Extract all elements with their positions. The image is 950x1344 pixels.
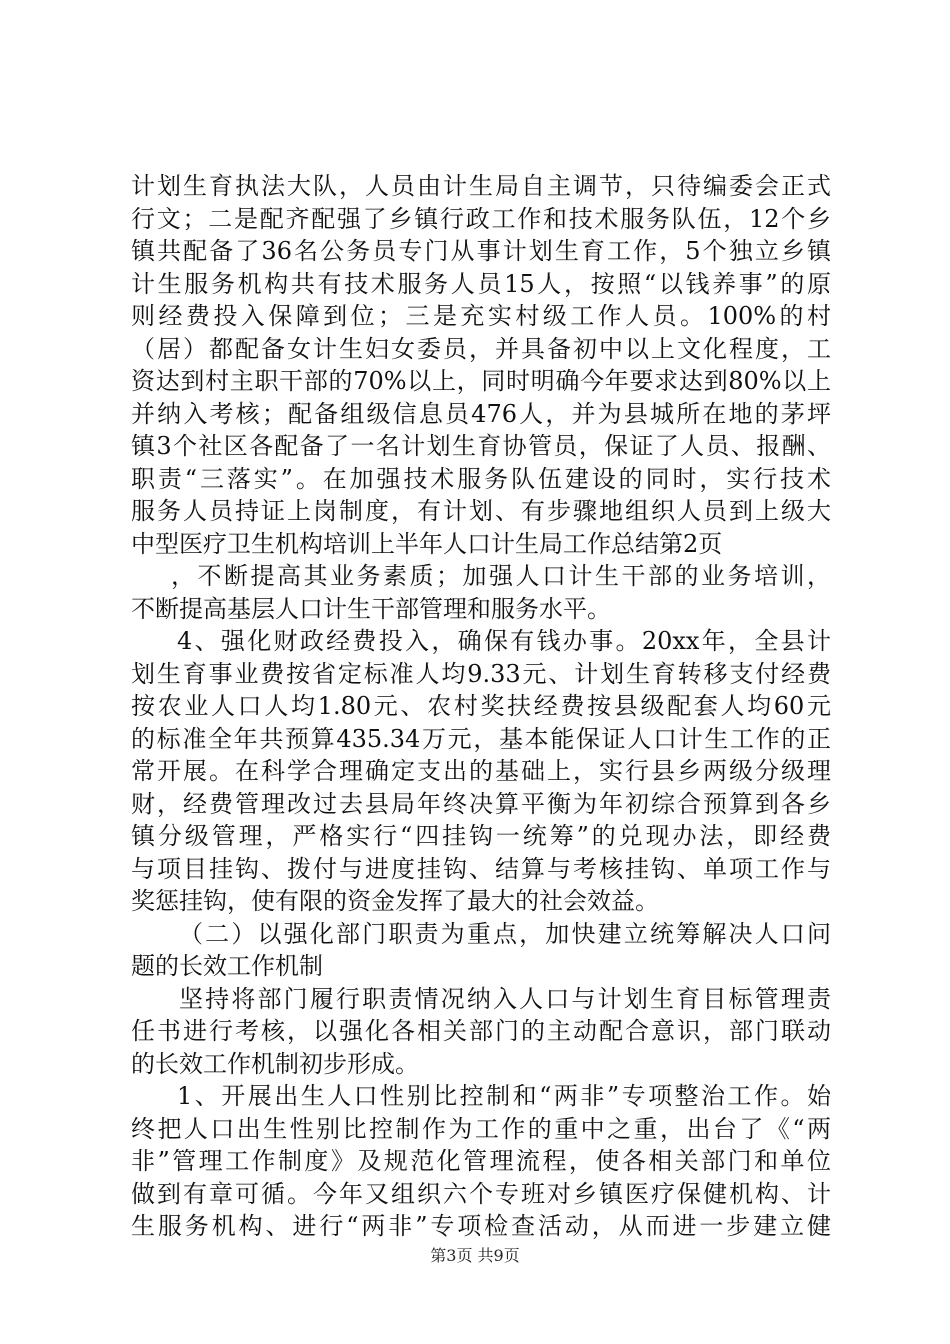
para-departments	[131, 983, 831, 1081]
text-line: 坚持将部门履行职责情况纳入人口与计划生育目标管理责	[179, 984, 831, 1013]
text-line: 不断提高基层人口计生干部管理和服务水平。	[131, 594, 611, 623]
text-line: （居）都配备女计生妇女委员，并具备初中以上文化程度，工	[131, 334, 831, 363]
text-line: 并纳入考核；配备组级信息员476人，并为县城所在地的茅坪	[131, 399, 831, 428]
text-line: 的长效工作机制初步形成。	[131, 1049, 419, 1078]
text-line: 资达到村主职干部的70%以上，同时明确今年要求达到80%以上	[131, 367, 831, 395]
page-footer: 第3页 共9页	[430, 1246, 520, 1265]
text-line: ，不断提高其业务素质；加强人口计生干部的业务培训，	[171, 562, 831, 590]
para-staffing	[131, 170, 831, 560]
text-line: 任书进行考核，以强化各相关部门的主动配合意识，部门联动	[131, 1017, 831, 1045]
text-line: 4、强化财政经费投入，确保有钱办事。20xx年，全县计	[177, 627, 831, 655]
text-line: 镇共配备了36名公务员专门从事计划生育工作，5个独立乡镇	[131, 237, 831, 265]
text-line: 与项目挂钩、拨付与进度挂钩、结算与考核挂钩、单项工作与	[131, 854, 831, 883]
text-line: 镇3个社区各配备了一名计划生育协管员，保证了人员、报酬、	[131, 432, 831, 460]
text-line: 财，经费管理改过去县局年终决算平衡为年初综合预算到各乡	[131, 789, 831, 818]
para-finance	[131, 625, 831, 918]
para-training	[131, 560, 831, 625]
text-line: 按农业人口人均1.80元、农村奖扶经费按县级配套人均60元	[131, 692, 831, 720]
text-line: 计生服务机构共有技术服务人员15人，按照“以钱养事”的原	[131, 269, 831, 298]
text-line: 计划生育执法大队，人员由计生局自主调节，只待编委会正式	[131, 172, 831, 200]
text-line: 奖惩挂钩，使有限的资金发挥了最大的社会效益。	[131, 887, 659, 915]
text-line: 服务人员持证上岗制度，有计划、有步骤地组织人员到上级大	[131, 497, 831, 525]
text-line: （二）以强化部门职责为重点，加快建立统筹解决人口问	[179, 919, 831, 948]
text-line: 题的长效工作机制	[131, 952, 323, 980]
text-line: 生服务机构、进行“两非”专项检查活动，从而进一步建立健	[131, 1212, 831, 1240]
text-line: 镇分级管理，严格实行“四挂钩一统筹”的兑现办法，即经费	[131, 822, 831, 850]
para-sex-ratio	[131, 1080, 831, 1243]
text-line: 则经费投入保障到位；三是充实村级工作人员。100%的村	[131, 302, 831, 330]
text-line: 终把人口出生性别比控制作为工作的重中之重，出台了《“两	[131, 1114, 831, 1143]
text-line: 中型医疗卫生机构培训上半年人口计生局工作总结第2页	[131, 529, 723, 558]
text-line: 常开展。在科学合理确定支出的基础上，实行县乡两级分级理	[131, 757, 831, 785]
document-body	[131, 170, 831, 1243]
text-line: 划生育事业费按省定标准人均9.33元、计划生育转移支付经费	[131, 659, 831, 688]
text-line: 非”管理工作制度》及规范化管理流程，使各相关部门和单位	[131, 1147, 831, 1175]
text-line: 1、开展出生人口性别比控制和“两非”专项整治工作。始	[177, 1082, 831, 1110]
text-line: 行文；二是配齐配强了乡镇行政工作和技术服务队伍，12个乡	[131, 204, 831, 233]
text-line: 职责“三落实”。在加强技术服务队伍建设的同时，实行技术	[131, 464, 831, 493]
para-heading-two	[131, 918, 831, 983]
text-line: 做到有章可循。今年又组织六个专班对乡镇医疗保健机构、计	[131, 1179, 831, 1208]
text-line: 的标准全年共预算435.34万元，基本能保证人口计生工作的正	[131, 724, 831, 753]
